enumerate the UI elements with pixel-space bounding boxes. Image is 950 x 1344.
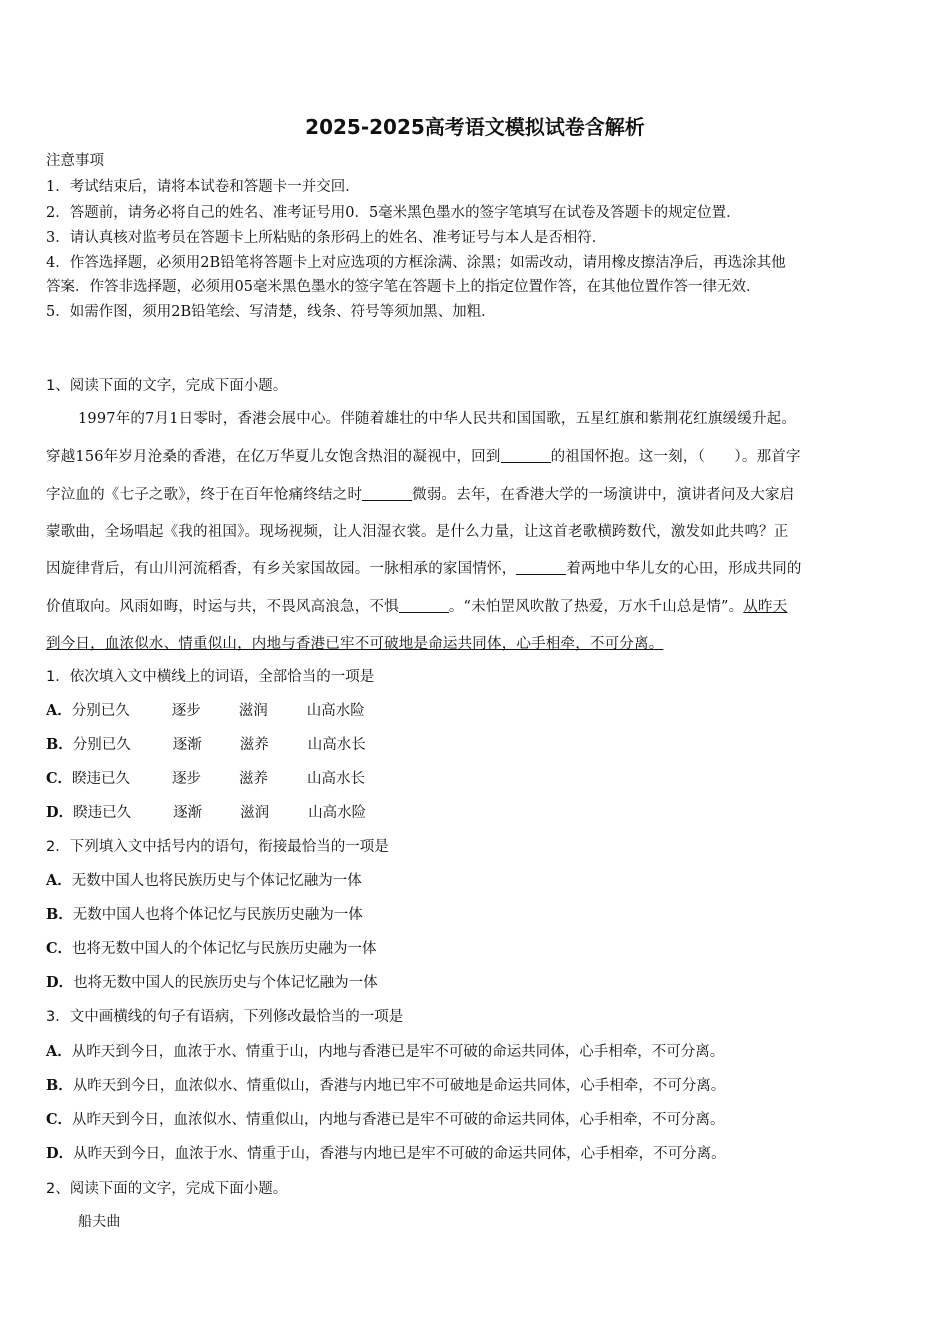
option-label: C．: [46, 770, 73, 787]
option-word: 山高水长: [307, 771, 366, 787]
question-stem: 2．下列填入文中括号内的语句，衔接最恰当的一项是: [46, 839, 389, 855]
notice-item: 2．答题前，请务必将自己的姓名、准考证号用0．5毫米黑色墨水的签字笔填写在试卷及答题卡的规定位置．: [46, 205, 741, 221]
notice-item: 3．请认真核对监考员在答题卡上所粘贴的条形码上的姓名、准考证号与本人是否相符．: [46, 230, 607, 246]
option-text: 无数中国人也将个体记忆与民族历史融为一体: [72, 907, 363, 923]
option-word: 滋养: [239, 771, 269, 787]
option-text: 也将无数中国人的个体记忆与民族历史融为一体: [72, 941, 377, 957]
option-text: 也将无数中国人的民族历史与个体记忆融为一体: [73, 975, 378, 991]
answer-option-a: [46, 871, 362, 891]
section-heading: 2、阅读下面的文字，完成下面小题。: [46, 1181, 288, 1197]
option-label: B．: [46, 1077, 73, 1094]
option-text: 从昨天到今日，血浓似水、情重似山，内地与香港已是牢不可破的命运共同体，心手相牵，不可分离。: [72, 1112, 725, 1128]
underlined-sentence: 到今日，血浓似水、情重似山，内地与香港已牢不可破地是命运共同体，心手相牵，不可分离。: [46, 636, 664, 652]
notice-item: 5．如需作图，须用2B铅笔绘、写清楚，线条、符号等须加黑、加粗．: [46, 304, 496, 320]
answer-option-b: [46, 1076, 725, 1096]
option-label: C．: [46, 940, 73, 957]
option-word: 逐步: [171, 703, 201, 719]
passage-text: 因旋律背后，有山川河流稻香，有乡关家国故园。一脉相承的家国情怀，: [46, 561, 517, 577]
option-word: 分别已久: [72, 737, 131, 753]
answer-option-b: [46, 905, 363, 925]
question-stem: 3．文中画横线的句子有语病，下列修改最恰当的一项是: [46, 1009, 404, 1025]
option-text: 无数中国人也将民族历史与个体记忆融为一体: [71, 873, 362, 889]
passage-line: [46, 447, 801, 467]
option-label: B．: [46, 736, 73, 753]
passage-text: 穿越156年岁月沧桑的香港，在亿万华夏儿女饱含热泪的凝视中，回到: [46, 449, 501, 465]
option-word: 逐渐: [173, 805, 203, 821]
notice-item: 答案．作答非选择题，必须用05毫米黑色墨水的签字笔在答题卡上的指定位置作答，在其他位置作答一律无效．: [46, 279, 761, 295]
option-word: 山高水长: [307, 737, 366, 753]
answer-option-a: [46, 1042, 724, 1062]
underlined-sentence: 从昨天: [743, 599, 788, 615]
option-word: 睽违已久: [72, 771, 131, 787]
option-word: 滋润: [240, 805, 270, 821]
option-label: A．: [46, 872, 72, 889]
notice-item: 1．考试结束后，请将本试卷和答题卡一并交回．: [46, 179, 360, 195]
option-word: 滋养: [239, 737, 269, 753]
answer-option-a: [46, 701, 365, 721]
answer-option-d: [46, 803, 366, 823]
fill-blank: [501, 448, 551, 463]
answer-option-c: [46, 1110, 725, 1130]
option-label: A．: [46, 702, 72, 719]
option-word: 逐渐: [172, 737, 202, 753]
fill-blank: [399, 598, 449, 613]
option-word: 滋润: [238, 703, 268, 719]
passage-text: 。“未怕罡风吹散了热爱，万水千山总是情”。: [448, 599, 744, 615]
option-word: 分别已久: [71, 703, 130, 719]
notice-item: 4．作答选择题，必须用2B铅笔将答题卡上对应选项的方框涂满、涂黑；如需改动，请用橡皮擦洁净后，再选涂其他: [46, 255, 786, 271]
fill-blank: [362, 486, 412, 501]
answer-option-b: [46, 735, 366, 755]
answer-option-d: [46, 973, 378, 993]
passage-text: 字泣血的《七子之歌》，终于在百年怆痛终结之时: [46, 487, 363, 503]
option-label: A．: [46, 1043, 72, 1060]
page-title: 2025-2025高考语文模拟试卷含解析: [305, 115, 645, 139]
passage-text: 着两地中华儿女的心田，形成共同的: [566, 561, 802, 577]
option-label: B．: [46, 906, 73, 923]
question-stem: 1．依次填入文中横线上的词语，全部恰当的一项是: [46, 669, 375, 685]
option-text: 从昨天到今日，血浓于水、情重于山，香港与内地已是牢不可破的命运共同体，心手相牵，不可分离。: [73, 1146, 726, 1162]
option-word: 山高水险: [306, 703, 365, 719]
option-word: 睽违已久: [73, 805, 132, 821]
passage-line: 1997年的7月1日零时，香港会展中心。伴随着雄壮的中华人民共和国国歌，五星红旗和紫荆花红旗缓缓升起。: [78, 411, 797, 427]
passage-line: [46, 485, 794, 505]
passage-text: 微弱。去年，在香港大学的一场演讲中，演讲者问及大家启: [412, 487, 795, 503]
option-label: C．: [46, 1111, 73, 1128]
fill-blank: [516, 560, 566, 575]
poem-title: 船夫曲: [78, 1214, 121, 1230]
option-word: 逐步: [172, 771, 202, 787]
answer-option-c: [46, 769, 365, 789]
notice-heading: 注意事项: [46, 153, 104, 169]
option-text: 从昨天到今日，血浓于水、情重于山，内地与香港已是牢不可破的命运共同体，心手相牵，不可分离。: [71, 1044, 725, 1060]
passage-text: 价值取向。风雨如晦，时运与共，不畏风高浪急，不惧: [46, 599, 399, 615]
passage-line: [46, 597, 787, 617]
option-label: D．: [46, 1145, 74, 1162]
passage-text: 的祖国怀抱。这一刻，（ ）。那首字: [550, 449, 801, 465]
option-text: 从昨天到今日，血浓似水、情重似山，香港与内地已牢不可破地是命运共同体，心手相牵，不可分离。: [72, 1078, 726, 1094]
option-label: D．: [46, 804, 74, 821]
passage-line: [46, 559, 802, 579]
option-word: 山高水险: [308, 805, 367, 821]
answer-option-c: [46, 939, 377, 959]
section-heading: 1、阅读下面的文字，完成下面小题。: [46, 378, 288, 394]
passage-line: 蒙歌曲，全场唱起《我的祖国》。现场视频，让人泪湿衣裳。是什么力量，让这首老歌横跨数代，激发如此共鸣？正: [46, 524, 789, 540]
answer-option-d: [46, 1144, 726, 1164]
option-label: D．: [46, 974, 74, 991]
